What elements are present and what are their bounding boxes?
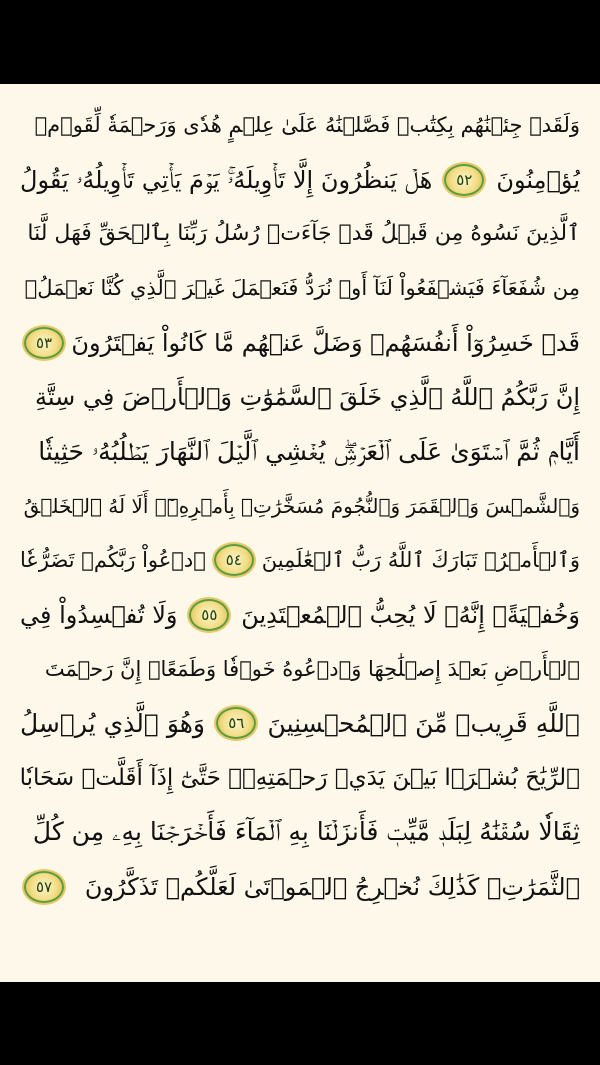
ayah-number-marker: ٥٦ [216, 707, 256, 739]
quran-line-2 [20, 152, 580, 206]
quran-text: وَٱلشَّمۡسَ وَٱلۡقَمَرَ وَٱلنُّجُومَ مُسَخَّرَٰتِۭ بِأَمۡرِهِۦٓۗ أَلَا لَهُ ٱلۡخَلۡقُ [23, 493, 580, 518]
quran-text: وَخُفۡيَةًۚ إِنَّهُۥ لَا يُحِبُّ ٱلۡمُعۡتَدِينَ [241, 600, 580, 629]
quran-line-10 [20, 588, 580, 642]
quran-line-1 [20, 98, 580, 152]
quran-text: وَلَا تُفۡسِدُواْ فِي [20, 600, 178, 629]
quran-text: مِن شُفَعَآءَ فَيَشۡفَعُواْ لَنَآ أَوۡ نُرَدُّ فَنَعۡمَلَ غَيۡرَ ٱلَّذِي كُنَّا نَعۡمَلُۚ [24, 276, 580, 301]
mushaf-page [0, 84, 600, 982]
ayah-number-marker: ٥٣ [24, 327, 64, 359]
quran-text: هَلۡ يَنظُرُونَ إِلَّا تَأۡوِيلَهُۥۚ يَوۡمَ يَأۡتِي تَأۡوِيلُهُۥ يَقُولُ [20, 165, 433, 194]
quran-text: أَيَّامٖ ثُمَّ ٱسۡتَوَىٰ عَلَى ٱلۡعَرۡشِۖ يُغۡشِي ٱلَّيۡلَ ٱلنَّهَارَ يَطۡلُبُهُۥ حَثِيثٗا [38, 436, 580, 466]
quran-text: ٱللَّهِ قَرِيبٞ مِّنَ ٱلۡمُحۡسِنِينَ [267, 708, 580, 738]
ayah-number-marker: ٥٤ [214, 544, 254, 576]
quran-line-5 [20, 316, 580, 370]
ayah-number-marker: ٥٧ [24, 871, 64, 903]
quran-line-6 [20, 370, 580, 424]
quran-text: إِنَّ رَبَّكُمُ ٱللَّهُ ٱلَّذِي خَلَقَ ٱلسَّمَٰوَٰتِ وَٱلۡأَرۡضَ فِي سِتَّةِ [35, 383, 580, 412]
quran-line-9 [20, 533, 580, 587]
quran-text: ٱلثَّمَرَٰتِۚ كَذَٰلِكَ نُخۡرِجُ ٱلۡمَوۡتَىٰ لَعَلَّكُمۡ تَذَكَّرُونَ [84, 872, 580, 901]
quran-line-14 [20, 805, 580, 859]
quran-line-4 [20, 261, 580, 315]
quran-line-7 [20, 424, 580, 478]
quran-line-11 [20, 642, 580, 696]
quran-text: وَلَقَدۡ جِئۡنَٰهُم بِكِتَٰبٖ فَصَّلۡنَٰهُ عَلَىٰ عِلۡمٍ هُدٗى وَرَحۡمَةٗ لِّقَوۡمٖ [34, 113, 580, 138]
quran-line-3 [20, 207, 580, 261]
quran-text: قَدۡ خَسِرُوٓاْ أَنفُسَهُمۡ وَضَلَّ عَنۡهُم مَّا كَانُواْ يَفۡتَرُونَ [71, 328, 580, 357]
quran-line-12 [20, 696, 580, 750]
ayah-number-marker: ٥٥ [189, 599, 229, 631]
ayah-number-marker: ٥٢ [444, 164, 484, 196]
quran-text: يُؤۡمِنُونَ [496, 165, 580, 194]
quran-line-8 [20, 479, 580, 533]
quran-text: ٱلرِّيَٰحَ بُشۡرَۢا بَيۡنَ يَدَيۡ رَحۡمَتِهِۦۖ حَتَّىٰٓ إِذَآ أَقَلَّتۡ سَحَابٗا [20, 764, 580, 791]
quran-text: وَهُوَ ٱلَّذِي يُرۡسِلُ [20, 708, 206, 738]
quran-text: وَٱلۡأَمۡرُۗ تَبَارَكَ ٱللَّهُ رَبُّ ٱلۡعَٰلَمِينَ [261, 548, 580, 573]
quran-text: ٱلۡأَرۡضِ بَعۡدَ إِصۡلَٰحِهَا وَٱدۡعُوهُ خَوۡفٗا وَطَمَعًاۚ إِنَّ رَحۡمَتَ [44, 657, 580, 682]
quran-text: ثِقَالٗا سُقۡنَٰهُ لِبَلَدٖ مَّيِّتٖ فَأَنزَلۡنَا بِهِ ٱلۡمَآءَ فَأَخۡرَجۡنَا بِهِۦ مِن كُلِّ [32, 817, 580, 847]
quran-line-15 [20, 859, 580, 913]
quran-line-13 [20, 751, 580, 805]
quran-text: ٱدۡعُواْ رَبَّكُمۡ تَضَرُّعٗا [20, 548, 206, 573]
quran-text: ٱلَّذِينَ نَسُوهُ مِن قَبۡلُ قَدۡ جَآءَتۡ رُسُلُ رَبِّنَا بِٱلۡحَقِّ فَهَل لَّنَا [27, 221, 580, 247]
